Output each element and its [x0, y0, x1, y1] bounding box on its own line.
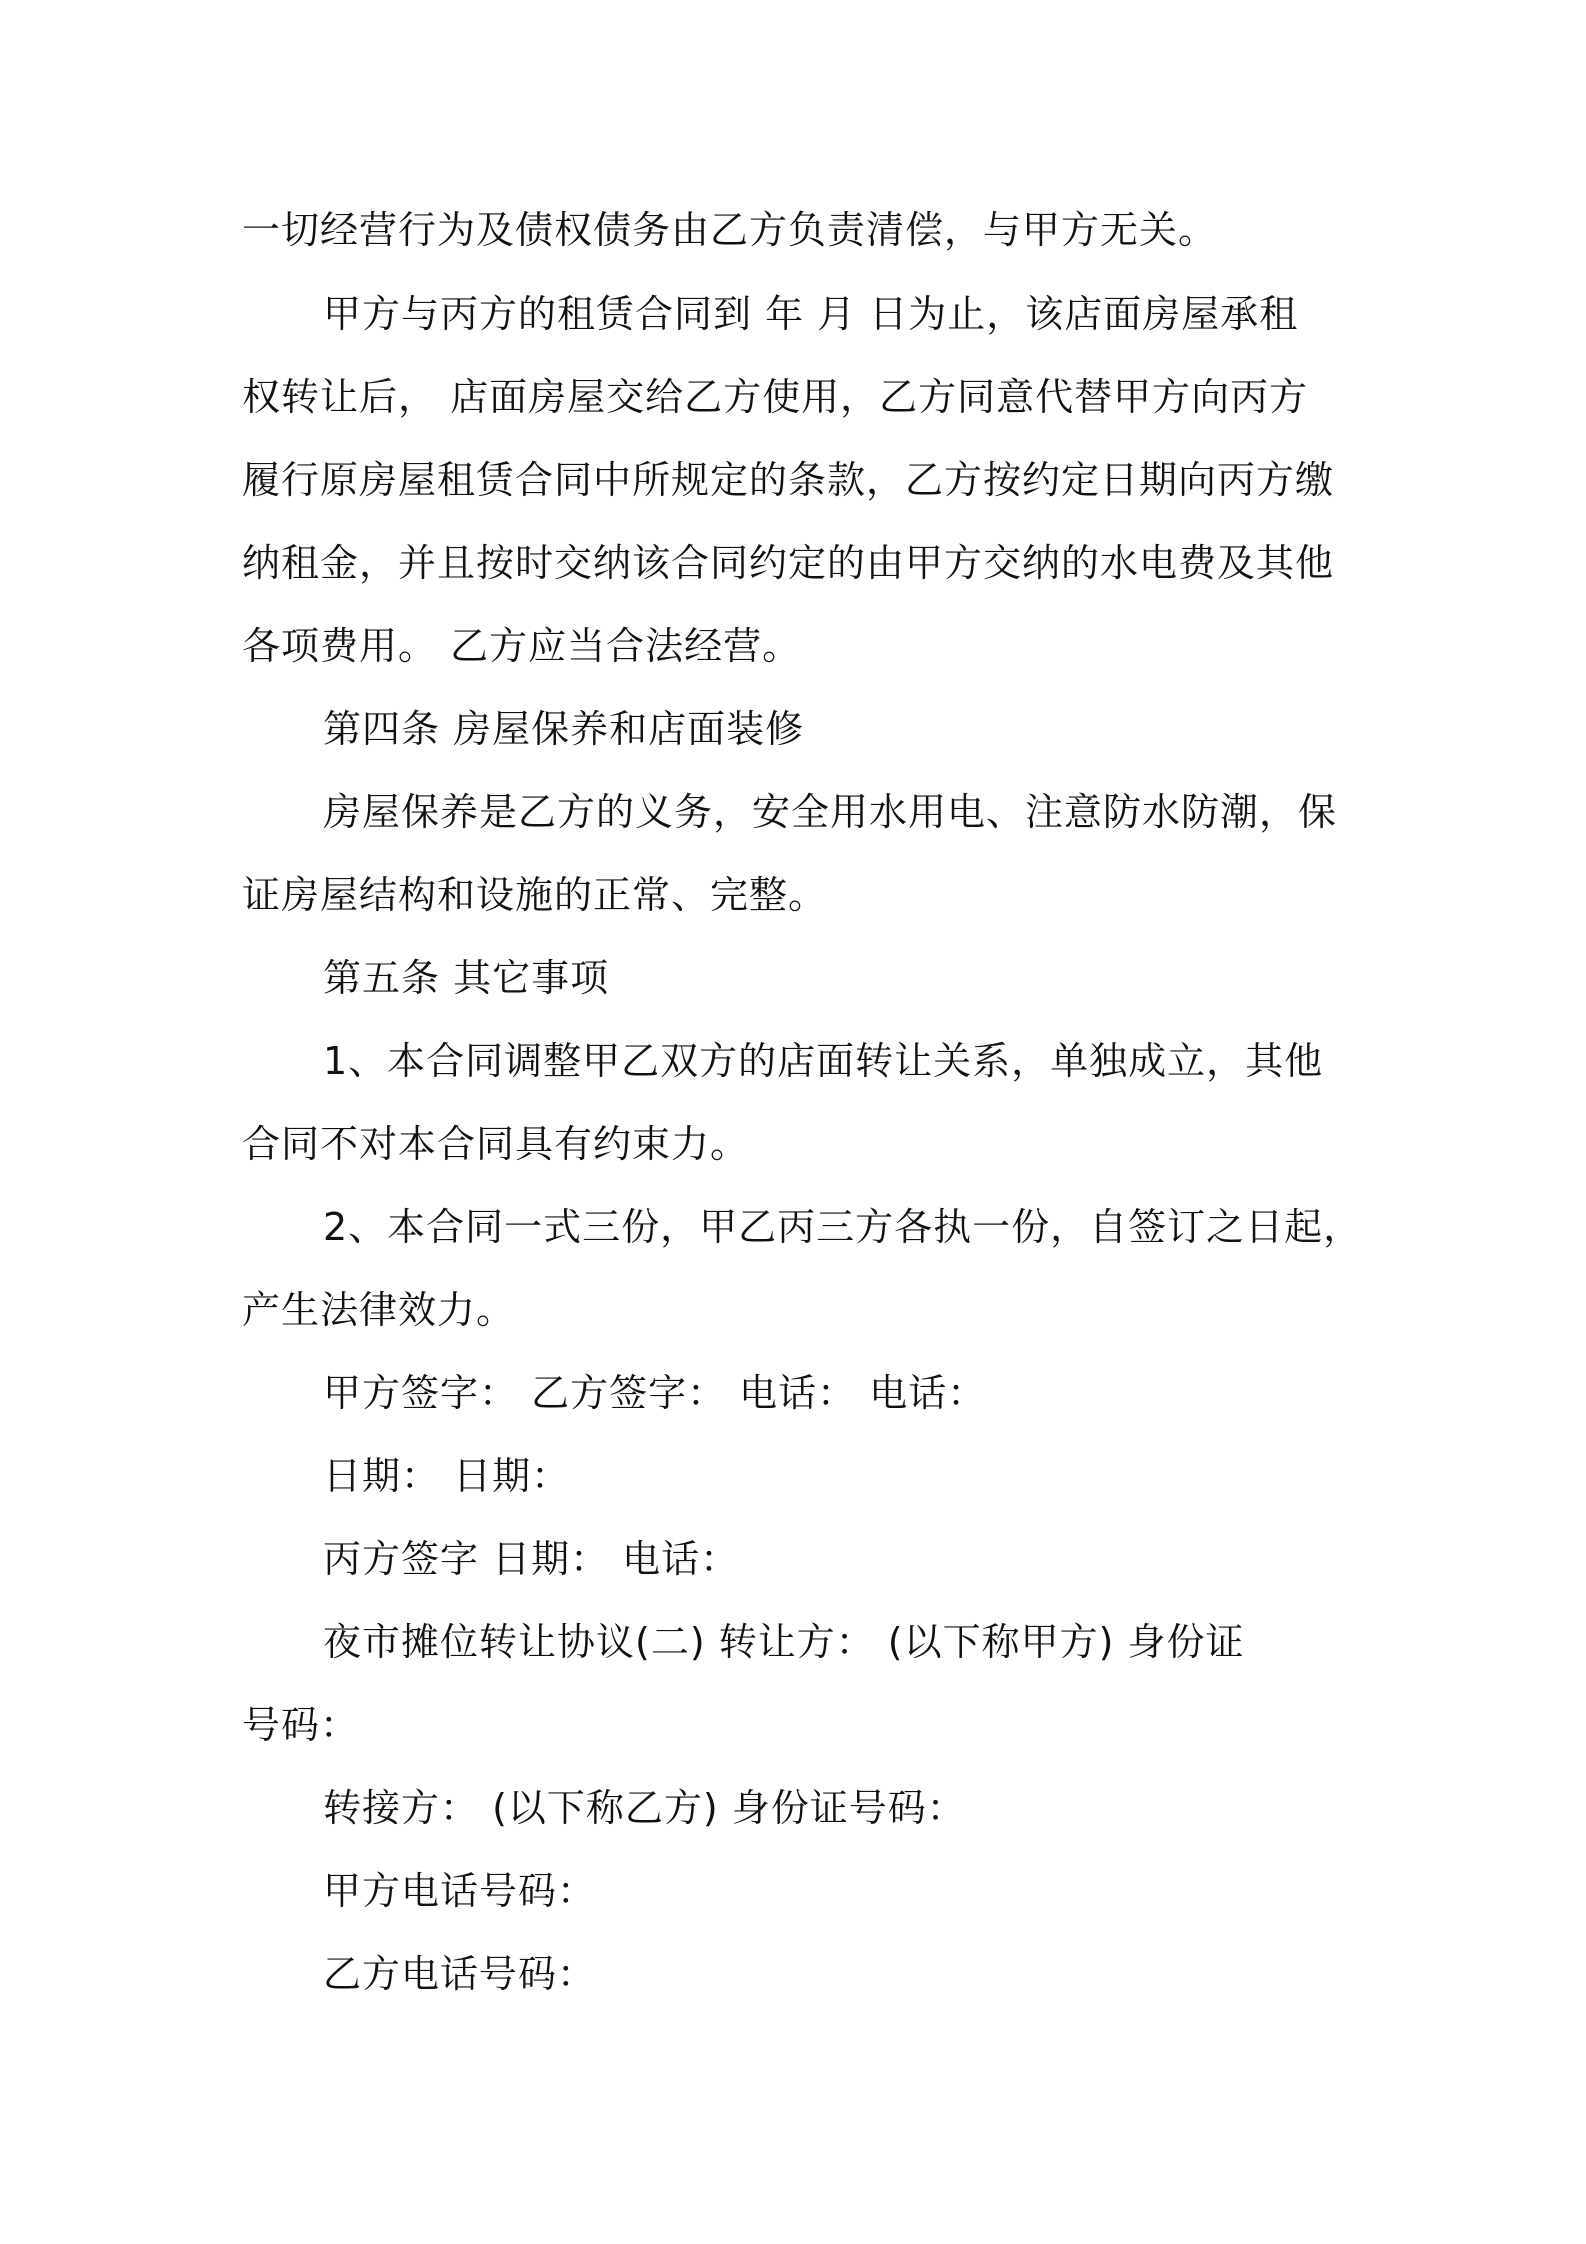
- section-heading-article-5: 第五条 其它事项: [323, 956, 610, 1000]
- text-line-14: 产生法律效力。: [242, 1288, 516, 1332]
- signature-line-3: 丙方签字 日期： 电话：: [323, 1537, 740, 1581]
- text-line-22: 乙方电话号码：: [323, 1952, 597, 1996]
- text-line-12: 合同不对本合同具有约束力。: [242, 1122, 750, 1166]
- text-line-13: 2、本合同一式三份，甲乙丙三方各执一份，自签订之日起，: [323, 1205, 1363, 1249]
- signature-line-2: 日期： 日期：: [323, 1454, 571, 1498]
- signature-line-1: 甲方签字： 乙方签字： 电话： 电话：: [323, 1371, 987, 1415]
- text-line-20: 转接方： (以下称乙方) 身份证号码：: [323, 1786, 966, 1830]
- text-line-3: 权转让后， 店面房屋交给乙方使用，乙方同意代替甲方向丙方: [242, 375, 1309, 419]
- text-line-1: 一切经营行为及债权债务由乙方负责清偿，与甲方无关。: [242, 208, 1218, 252]
- agreement-title-line: 夜市摊位转让协议(二) 转让方： (以下称甲方) 身份证: [323, 1620, 1245, 1664]
- text-line-4: 履行原房屋租赁合同中所规定的条款，乙方按约定日期向丙方缴: [242, 458, 1335, 502]
- section-heading-article-4: 第四条 房屋保养和店面装修: [323, 707, 805, 751]
- text-line-6: 各项费用。 乙方应当合法经营。: [242, 624, 802, 668]
- text-line-8: 房屋保养是乙方的义务，安全用水用电、注意防水防潮，保: [323, 790, 1338, 834]
- text-line-9: 证房屋结构和设施的正常、完整。: [242, 873, 828, 917]
- text-line-19: 号码：: [242, 1703, 360, 1747]
- text-line-2: 甲方与丙方的租赁合同到 年 月 日为止，该店面房屋承租: [323, 292, 1299, 336]
- text-line-5: 纳租金，并且按时交纳该合同约定的由甲方交纳的水电费及其他: [242, 541, 1335, 585]
- text-line-21: 甲方电话号码：: [323, 1869, 597, 1913]
- text-line-11: 1、本合同调整甲乙双方的店面转让关系，单独成立，其他: [323, 1039, 1324, 1083]
